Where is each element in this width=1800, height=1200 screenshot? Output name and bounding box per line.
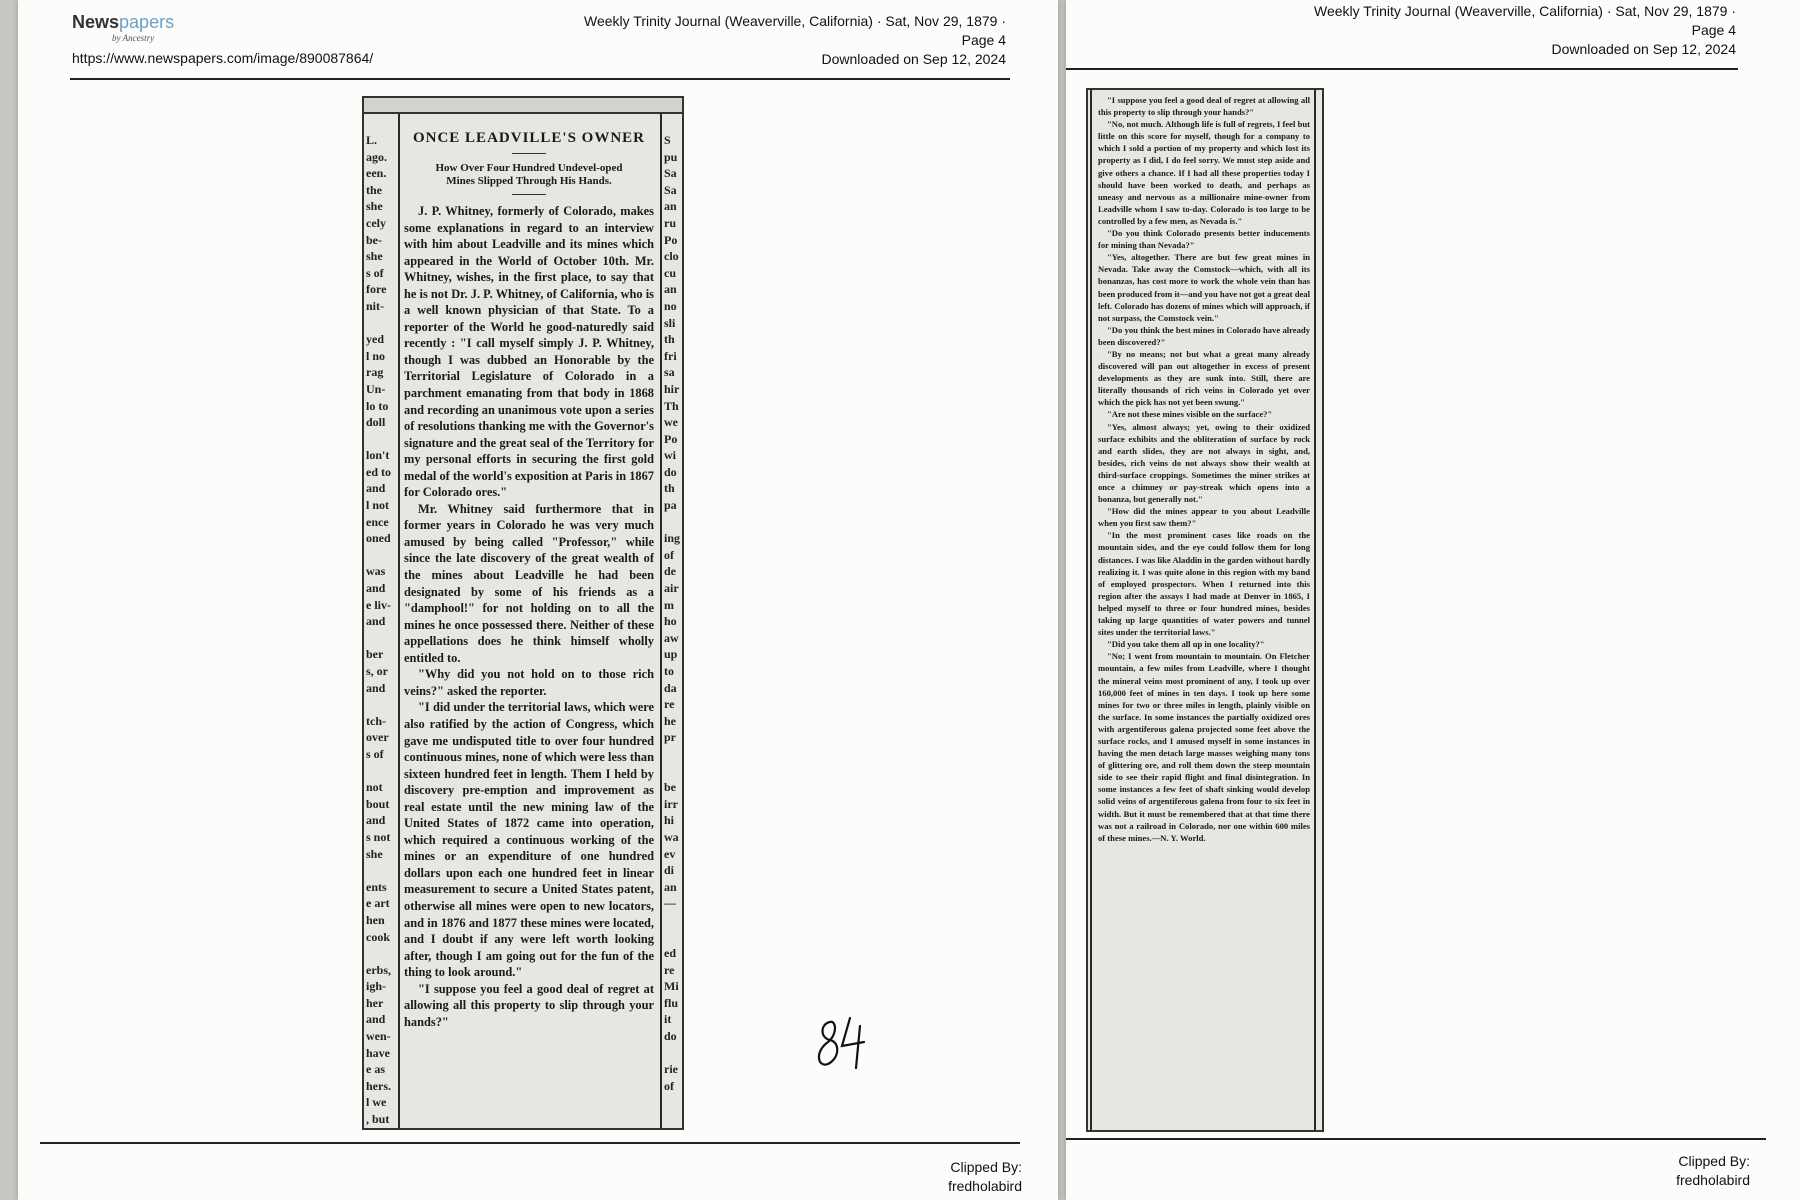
margin-fragment: ev bbox=[664, 846, 676, 861]
margin-fragment: and bbox=[366, 581, 386, 596]
margin-fragment: up bbox=[664, 647, 678, 662]
margin-fragment bbox=[664, 912, 682, 929]
article-paragraph: "Yes, altogether. There are but few great mines in Nevada. Take away the Comstock—which, with all its bonanzas, has cost more to work the whole vein than has been produced from it—and you have not got a great deal left. Colorado has dozens of mines which will approach, if not surpass, the Comstock vein." bbox=[1098, 252, 1310, 323]
margin-fragment: an bbox=[664, 282, 677, 297]
article-paragraph: "No; I went from mountain to mountain. On Fletcher mountain, a few miles from Leadville, where I thought the mineral veins most prominent of any, I took up over 160,000 feet of mines in ten days. I took up here some mines for two or three miles in length, plainly visible on the surface. In some instances the partially oxidized ores with argentiferous galena projected some feet above the surface rocks, and I amused myself in some instances in having the men detach large masses weighing many tons of glittering ore, and roll them down the steep mountain side to see their rapid flight and final disintegration. In some instances a few feet of shaft sinking would develop solid veins of argentiferous galena from four to six feet in width. But it must be remembered that at that time there was not a railroad in Colorado, nor one within 600 miles of these mines.—N. Y. World. bbox=[1098, 651, 1310, 843]
left-margin-fragments bbox=[366, 132, 396, 1128]
margin-fragment: be- bbox=[366, 232, 382, 247]
margin-fragment: her bbox=[366, 995, 384, 1010]
margin-fragment: de bbox=[664, 564, 676, 579]
header-publication-right: Weekly Trinity Journal (Weaverville, California) · Sat, Nov 29, 1879 · bbox=[1314, 3, 1736, 19]
margin-fragment: over bbox=[366, 730, 389, 745]
margin-fragment: S bbox=[664, 133, 671, 147]
continuation-rule-right bbox=[1314, 90, 1316, 1130]
margin-fragment: re bbox=[664, 962, 675, 977]
article-paragraph: "I did under the territorial laws, which were also ratified by the action of Congress, which gave me undisputed title to over four hundred continuous mines, none of which were less than sixteen hundred feet in length. Them I held by discovery pre-emption and improvement as real estate until the new mining law of the United States of 1872 came into operation, which required a continuous working of the mines or an expenditure of one hundred dollars upon each one hundred feet in linear measurement to secure a United States patent, otherwise all mines were open to new locators, and in 1876 and 1877 these mines were located, and I doubt if any were left worth looking after, though I am going out for the fun of the thing to look around." bbox=[404, 700, 654, 980]
margin-fragment: igh- bbox=[366, 979, 387, 994]
clipped-by-user[interactable]: fredholabird bbox=[948, 1178, 1022, 1194]
margin-fragment: rag bbox=[366, 365, 384, 380]
clipped-by bbox=[948, 1158, 1022, 1196]
margin-fragment: cu bbox=[664, 265, 676, 280]
margin-fragment: she bbox=[366, 249, 383, 264]
margin-fragment bbox=[366, 547, 396, 564]
margin-fragment: yed bbox=[366, 332, 384, 347]
margin-fragment: ence bbox=[366, 514, 389, 529]
margin-fragment: be bbox=[664, 780, 676, 795]
margin-fragment: Sa bbox=[664, 166, 677, 181]
margin-fragment: nit- bbox=[366, 298, 384, 313]
margin-fragment: an bbox=[664, 199, 677, 214]
margin-fragment: erbs, bbox=[366, 962, 391, 977]
column-rule-right bbox=[660, 114, 662, 1128]
margin-fragment: th bbox=[664, 332, 675, 347]
header-page-right: Page 4 bbox=[1691, 22, 1736, 38]
margin-fragment: doll bbox=[366, 415, 386, 430]
article-paragraph: "I suppose you feel a good deal of regret at allowing all this property to slip through your hands?" bbox=[404, 981, 654, 1029]
margin-fragment: wa bbox=[664, 829, 679, 844]
margin-fragment: and bbox=[366, 1012, 386, 1027]
article-paragraph: "Do you think Colorado presents better inducements for mining than Nevada?" bbox=[1098, 228, 1310, 251]
article-paragraph: "Are not these mines visible on the surface?" bbox=[1107, 409, 1273, 420]
margin-fragment: — bbox=[664, 896, 676, 911]
article-paragraph: "Do you think the best mines in Colorado have already been discovered?" bbox=[1098, 324, 1310, 347]
margin-fragment: do bbox=[664, 464, 677, 479]
headline-divider bbox=[512, 153, 546, 154]
article-paragraph: "I suppose you feel a good deal of regret at allowing all this property to slip through your hands?" bbox=[1098, 95, 1310, 118]
margin-fragment: clo bbox=[664, 249, 679, 264]
article-paragraph: "How did the mines appear to you about Leadville when you first saw them?" bbox=[1098, 506, 1310, 529]
margin-fragment: Th bbox=[664, 398, 679, 413]
margin-fragment: e liv- bbox=[366, 597, 391, 612]
margin-fragment: of bbox=[664, 1078, 674, 1093]
article-body bbox=[404, 203, 654, 1030]
margin-fragment: he bbox=[664, 713, 676, 728]
margin-fragment: hers. bbox=[366, 1078, 391, 1093]
margin-fragment: , but bbox=[366, 1112, 390, 1127]
margin-fragment: was bbox=[366, 564, 386, 579]
margin-fragment: oned bbox=[366, 531, 391, 546]
clipped-by-label: Clipped By: bbox=[950, 1159, 1022, 1175]
logo-brand-light: papers bbox=[119, 12, 175, 32]
margin-fragment: ents bbox=[366, 879, 387, 894]
margin-fragment: ru bbox=[664, 215, 676, 230]
margin-fragment: l no bbox=[366, 348, 386, 363]
margin-fragment: air bbox=[664, 581, 679, 596]
article-paragraph: "In the most prominent cases like roads on the mountain sides, and the eye could follow them for long distances. I was like Aladdin in the garden without hardly realizing it. I was quite alone in this region with my band of employed prospectors. When I returned into this region after the assays I had made at Denver in 1865, I helped myself to three or four hundred mines, besides taking up large quantities of water powers and tunnel sites under the territorial laws." bbox=[1098, 530, 1310, 638]
margin-fragment: s not bbox=[366, 829, 391, 844]
page-header bbox=[446, 12, 1006, 69]
margin-fragment: ed to bbox=[366, 464, 391, 479]
source-url[interactable]: https://www.newspapers.com/image/890087864/ bbox=[72, 50, 374, 66]
article-left-column bbox=[404, 130, 654, 1030]
article-paragraph: "Yes, almost always; yet, owing to their oxidized surface exhibits and the obliteration of surface by rock and earth slides, they are not always in sight, and, besides, rich veins do not always show their wealth at third-surface croppings. Sometimes the miner strikes at once a chimney or pay-streak which opens into a bonanza, but generally not." bbox=[1098, 421, 1310, 505]
clipped-by-right bbox=[1676, 1152, 1750, 1190]
margin-fragment bbox=[664, 1045, 682, 1062]
margin-fragment: have bbox=[366, 1045, 390, 1060]
margin-fragment bbox=[664, 746, 682, 763]
margin-fragment: we bbox=[664, 415, 678, 430]
margin-fragment bbox=[366, 862, 396, 879]
margin-fragment: Po bbox=[664, 431, 678, 446]
margin-fragment: flu bbox=[664, 995, 679, 1010]
scan-top-border bbox=[364, 98, 682, 114]
margin-fragment: no bbox=[664, 298, 677, 313]
margin-fragment: rie bbox=[664, 1062, 678, 1077]
margin-fragment: ing bbox=[664, 531, 681, 546]
clipped-by-label-right: Clipped By: bbox=[1678, 1153, 1750, 1169]
margin-fragment: hir bbox=[664, 381, 680, 396]
header-publication: Weekly Trinity Journal (Weaverville, California) · Sat, Nov 29, 1879 · bbox=[584, 13, 1006, 29]
margin-fragment: ber bbox=[366, 647, 384, 662]
article-headline: ONCE LEADVILLE'S OWNER bbox=[412, 130, 646, 146]
margin-fragment: to bbox=[664, 664, 674, 678]
header-rule bbox=[70, 78, 1010, 80]
margin-fragment: s of bbox=[366, 746, 384, 761]
margin-fragment: and bbox=[366, 813, 386, 828]
margin-fragment: fri bbox=[664, 348, 677, 363]
footer-rule bbox=[40, 1142, 1020, 1144]
margin-fragment: and bbox=[366, 481, 386, 496]
logo-by-line: by Ancestry bbox=[112, 33, 155, 43]
article-continuation-body bbox=[1098, 94, 1310, 844]
margin-fragment: s, or bbox=[366, 664, 388, 678]
article-subheadline: How Over Four Hundred Undevel-oped Mines Slipped Through His Hands. bbox=[435, 162, 623, 187]
margin-fragment: Un- bbox=[366, 381, 386, 396]
margin-fragment: not bbox=[366, 780, 383, 795]
margin-fragment: pa bbox=[664, 498, 677, 513]
article-paragraph: J. P. Whitney, formerly of Colorado, makes some explanations in regard to an interview with him about Leadville and its mines which appeared in the World of October 10th. Mr. Whitney, wishes, in the first place, to say that he is not Dr. J. P. Whitney, of California, who is a well known physician of that State. To a reporter of the World he good-naturedly said recently : "I call myself simply J. P. Whitney, though I was dubbed an Honorable by the Territorial Legislature of Colorado in a parchment emanating from that body in 1868 and recording an unanimous vote upon a series of resolutions thanking me with the Governor's signature and the great seal of the Territory for my personal efforts in securing the first gold medal of the world's exposition at Paris in 1867 for Colorado ores." bbox=[404, 204, 654, 500]
margin-fragment: lon't bbox=[366, 448, 390, 463]
margin-fragment: L. bbox=[366, 133, 378, 147]
margin-fragment bbox=[366, 945, 396, 962]
margin-fragment: wen- bbox=[366, 1029, 391, 1044]
margin-fragment bbox=[366, 315, 396, 332]
margin-fragment: e as bbox=[366, 1062, 385, 1077]
margin-fragment: hi bbox=[664, 813, 675, 828]
margin-fragment bbox=[664, 514, 682, 531]
left-page bbox=[18, 0, 1058, 1200]
margin-fragment: een. bbox=[366, 166, 387, 181]
column-rule-left bbox=[398, 114, 400, 1128]
header-rule-right bbox=[1066, 68, 1738, 70]
margin-fragment: da bbox=[664, 680, 677, 695]
margin-fragment: and bbox=[366, 614, 386, 629]
margin-fragment: ho bbox=[664, 614, 677, 629]
margin-fragment: Po bbox=[664, 232, 678, 247]
article-paragraph: Mr. Whitney said furthermore that in former years in Colorado he was very much amused by being called "Professor," while since the late discovery of the great wealth of the mines about Leadville he had been designated by some of his friends as a "damphool!" for not holding on to all the mines he once possessed there. Neither of these appellations does he think himself wholly entitled to. bbox=[404, 501, 654, 665]
margin-fragment: lo to bbox=[366, 398, 389, 413]
margin-fragment: Mi bbox=[664, 979, 679, 994]
margin-fragment: l not bbox=[366, 498, 390, 513]
margin-fragment: and bbox=[366, 680, 386, 695]
clipped-by-user-right[interactable]: fredholabird bbox=[1676, 1172, 1750, 1188]
article-clipping-scan bbox=[362, 96, 684, 1130]
article-paragraph: "Why did you not hold on to those rich veins?" asked the reporter. bbox=[404, 667, 654, 698]
margin-fragment: aw bbox=[664, 630, 679, 645]
logo-brand-dark: News bbox=[72, 12, 120, 32]
margin-fragment: the bbox=[366, 182, 382, 197]
margin-fragment: she bbox=[366, 846, 383, 861]
article-paragraph: "Did you take them all up in one locality?" bbox=[1107, 639, 1265, 650]
header-page: Page 4 bbox=[961, 32, 1006, 48]
margin-fragment bbox=[366, 630, 396, 647]
margin-fragment bbox=[664, 763, 682, 780]
margin-fragment: bout bbox=[366, 796, 390, 811]
margin-fragment: sa bbox=[664, 365, 675, 380]
margin-fragment: she bbox=[366, 199, 383, 214]
margin-fragment: s of bbox=[366, 265, 384, 280]
margin-fragment: l we bbox=[366, 1095, 387, 1110]
footer-rule-right bbox=[1066, 1138, 1766, 1140]
margin-fragment bbox=[366, 696, 396, 713]
margin-fragment: pr bbox=[664, 730, 676, 745]
margin-fragment: irr bbox=[664, 796, 678, 811]
subheadline-divider bbox=[512, 194, 546, 195]
margin-fragment: tch- bbox=[366, 713, 386, 728]
page-header-right bbox=[1176, 2, 1736, 59]
right-margin-fragments bbox=[664, 132, 682, 1128]
margin-fragment: it bbox=[664, 1012, 672, 1027]
margin-fragment: ago. bbox=[366, 149, 387, 164]
margin-fragment: m bbox=[664, 597, 674, 612]
margin-fragment: sli bbox=[664, 315, 676, 330]
handwritten-note-84 bbox=[816, 1012, 876, 1076]
margin-fragment: re bbox=[664, 697, 675, 712]
article-paragraph: "By no means; not but what a great many already discovered will pan out altogether in excess of present developments as they are sunk into. Still, there are literally thousands of rich veins in Colorado yet over which the pick has not yet been swung." bbox=[1098, 348, 1310, 408]
margin-fragment: Sa bbox=[664, 182, 677, 197]
margin-fragment: wi bbox=[664, 448, 676, 463]
article-paragraph: "No, not much. Although life is full of regrets, I feel but little on this score for myself, though for a company to which I sold a portion of my property and which lost its property as I did, I do feel sorry. We must step aside and give others a chance. If I had all these properties today I should have been worked to death, and perhaps as uneasy and nervous as a millionaire mine-owner from Leadville whom I saw to-day. Colorado is too large to be controlled by a few men, as Nevada is." bbox=[1098, 119, 1310, 226]
margin-fragment: do bbox=[664, 1029, 677, 1044]
margin-fragment bbox=[664, 929, 682, 946]
margin-fragment: of bbox=[664, 547, 674, 562]
margin-fragment: cook bbox=[366, 929, 390, 944]
continuation-rule-left bbox=[1090, 90, 1092, 1130]
margin-fragment: cely bbox=[366, 215, 386, 230]
margin-fragment bbox=[366, 431, 396, 448]
article-continuation-scan bbox=[1086, 88, 1324, 1132]
margin-fragment: hen bbox=[366, 912, 385, 927]
margin-fragment: pu bbox=[664, 149, 678, 164]
margin-fragment: an bbox=[664, 879, 677, 894]
margin-fragment: ed bbox=[664, 946, 676, 961]
margin-fragment: fore bbox=[366, 282, 387, 297]
newspapers-logo bbox=[72, 12, 174, 33]
header-download-date: Downloaded on Sep 12, 2024 bbox=[821, 51, 1006, 67]
margin-fragment bbox=[366, 763, 396, 780]
right-page bbox=[1066, 0, 1800, 1200]
margin-fragment: th bbox=[664, 481, 675, 496]
margin-fragment: e art bbox=[366, 896, 390, 911]
header-download-date-right: Downloaded on Sep 12, 2024 bbox=[1551, 41, 1736, 57]
margin-fragment: di bbox=[664, 863, 675, 878]
